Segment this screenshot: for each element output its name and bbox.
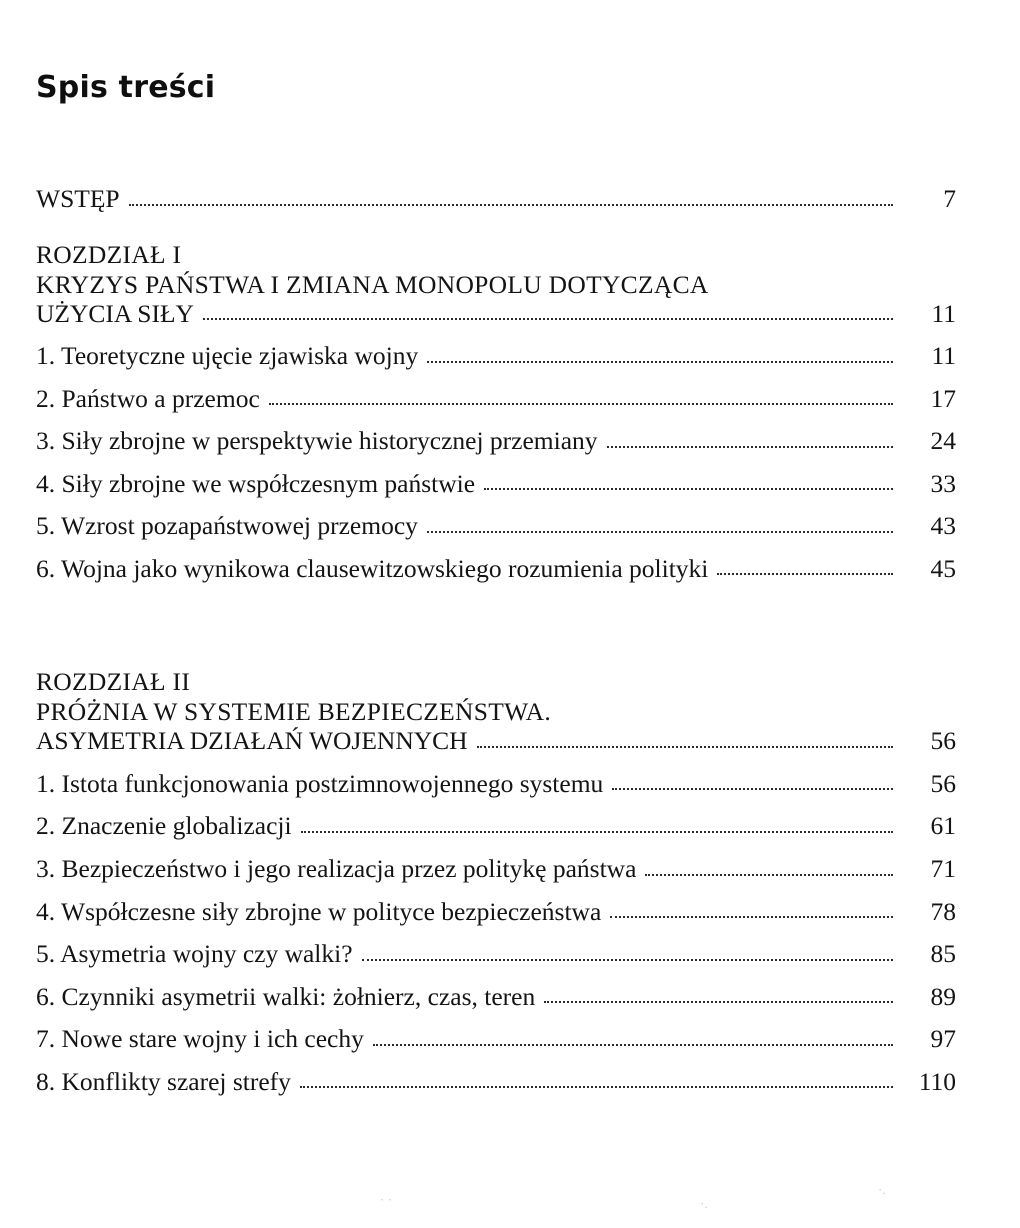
toc-entry-label: 5. Asymetria wojny czy walki? bbox=[36, 939, 353, 969]
scan-artifact: ·. bbox=[878, 1182, 886, 1197]
toc-entry-label: 6. Czynniki asymetrii walki: żołnierz, czas, teren bbox=[36, 981, 536, 1011]
dot-leader bbox=[373, 1043, 893, 1046]
toc-entry-page: 17 bbox=[930, 383, 956, 413]
toc-entry-label: 1. Istota funkcjonowania postzimnowojennego systemu bbox=[36, 768, 604, 798]
chapter-title-line-1 bbox=[36, 270, 956, 300]
toc-entry-section[interactable] bbox=[36, 898, 956, 927]
toc-entry-section[interactable] bbox=[36, 342, 956, 371]
toc-entry-section[interactable] bbox=[36, 512, 956, 541]
toc-entry-page: 11 bbox=[931, 298, 956, 328]
toc-entry-chapter-1[interactable] bbox=[36, 300, 956, 329]
toc-entry-label: 7. Nowe stare wojny i ich cechy bbox=[36, 1024, 364, 1054]
dot-leader bbox=[612, 787, 893, 790]
dot-leader bbox=[607, 445, 893, 448]
toc-entry-page: 43 bbox=[930, 511, 956, 541]
toc-entry-page: 89 bbox=[930, 981, 956, 1011]
dot-leader bbox=[129, 203, 893, 206]
dot-leader bbox=[203, 317, 893, 320]
toc-entry-label: 8. Konflikty szarej strefy bbox=[36, 1066, 291, 1096]
toc-entry-section[interactable] bbox=[36, 555, 956, 584]
dot-leader bbox=[301, 830, 893, 833]
chapter-number-label: ROZDZIAŁ I bbox=[36, 239, 182, 269]
toc-entry-page: 78 bbox=[930, 896, 956, 926]
toc-entry-chapter-2[interactable] bbox=[36, 727, 956, 756]
toc-entry-page: 45 bbox=[930, 553, 956, 583]
toc-chapter-1 bbox=[36, 240, 956, 584]
toc-entry-page: 7 bbox=[943, 184, 956, 213]
toc-entry-page: 85 bbox=[930, 939, 956, 969]
dot-leader bbox=[300, 1085, 893, 1088]
chapter-title-text: PRÓŻNIA W SYSTEMIE BEZPIECZEŃSTWA. bbox=[36, 697, 552, 727]
toc-entry-section[interactable] bbox=[36, 855, 956, 884]
chapter-title-text-2: UŻYCIA SIŁY bbox=[36, 298, 194, 328]
chapter-number-line bbox=[36, 667, 956, 697]
scan-artifact: · · bbox=[380, 1192, 392, 1207]
toc-entry-section[interactable] bbox=[36, 1068, 956, 1097]
toc-entry-label: 3. Bezpieczeństwo i jego realizacja przez politykę państwa bbox=[36, 854, 637, 884]
toc-entry-section[interactable] bbox=[36, 385, 956, 414]
chapter-number-label: ROZDZIAŁ II bbox=[36, 667, 191, 697]
toc-entry-label: 4. Współczesne siły zbrojne w polityce bezpieczeństwa bbox=[36, 896, 602, 926]
toc-entry-page: 56 bbox=[930, 726, 956, 756]
toc-entry-label: 2. Znaczenie globalizacji bbox=[36, 811, 292, 841]
dot-leader bbox=[484, 487, 893, 490]
toc-entry-page: 11 bbox=[931, 341, 956, 371]
toc-entry-section[interactable] bbox=[36, 1025, 956, 1054]
table-of-contents bbox=[36, 185, 956, 1096]
toc-entry-label: 1. Teoretyczne ujęcie zjawiska wojny bbox=[36, 341, 419, 371]
section-gap bbox=[36, 583, 956, 641]
toc-entry-intro[interactable] bbox=[36, 185, 956, 214]
toc-entry-section[interactable] bbox=[36, 983, 956, 1012]
toc-entry-page: 56 bbox=[930, 768, 956, 798]
toc-entry-section[interactable] bbox=[36, 940, 956, 969]
chapter-number-line bbox=[36, 240, 956, 270]
dot-leader bbox=[717, 572, 893, 575]
chapter-title-line-1 bbox=[36, 697, 956, 727]
page-title: Spis treści bbox=[36, 70, 216, 105]
toc-chapter-2 bbox=[36, 667, 956, 1096]
toc-entry-section[interactable] bbox=[36, 812, 956, 841]
toc-entry-section[interactable] bbox=[36, 470, 956, 499]
toc-entry-section[interactable] bbox=[36, 770, 956, 799]
dot-leader bbox=[427, 360, 893, 363]
toc-entry-label: 4. Siły zbrojne we współczesnym państwie bbox=[36, 468, 476, 498]
dot-leader bbox=[362, 958, 893, 961]
chapter-title-text: KRYZYS PAŃSTWA I ZMIANA MONOPOLU DOTYCZĄCA bbox=[36, 269, 709, 299]
toc-entry-page: 71 bbox=[930, 854, 956, 884]
toc-entry-page: 24 bbox=[930, 426, 956, 456]
dot-leader bbox=[645, 873, 893, 876]
toc-entry-page: 61 bbox=[930, 811, 956, 841]
scan-artifact: ·. bbox=[700, 1196, 708, 1211]
dot-leader bbox=[269, 402, 893, 405]
chapter-title-text-2: ASYMETRIA DZIAŁAŃ WOJENNYCH bbox=[36, 726, 468, 756]
toc-entry-page: 33 bbox=[930, 468, 956, 498]
toc-entry-label: 5. Wzrost pozapaństwowej przemocy bbox=[36, 511, 418, 541]
dot-leader bbox=[544, 1000, 893, 1003]
toc-entry-section[interactable] bbox=[36, 427, 956, 456]
toc-entry-label: 3. Siły zbrojne w perspektywie historycznej przemiany bbox=[36, 426, 598, 456]
dot-leader bbox=[427, 530, 893, 533]
dot-leader bbox=[610, 915, 893, 918]
toc-entry-label: 2. Państwo a przemoc bbox=[36, 383, 260, 413]
dot-leader bbox=[477, 745, 893, 748]
toc-entry-page: 110 bbox=[918, 1066, 956, 1096]
toc-entry-label: WSTĘP bbox=[36, 184, 120, 213]
toc-entry-page: 97 bbox=[930, 1024, 956, 1054]
toc-entry-label: 6. Wojna jako wynikowa clausewitzowskiego rozumienia polityki bbox=[36, 553, 709, 583]
